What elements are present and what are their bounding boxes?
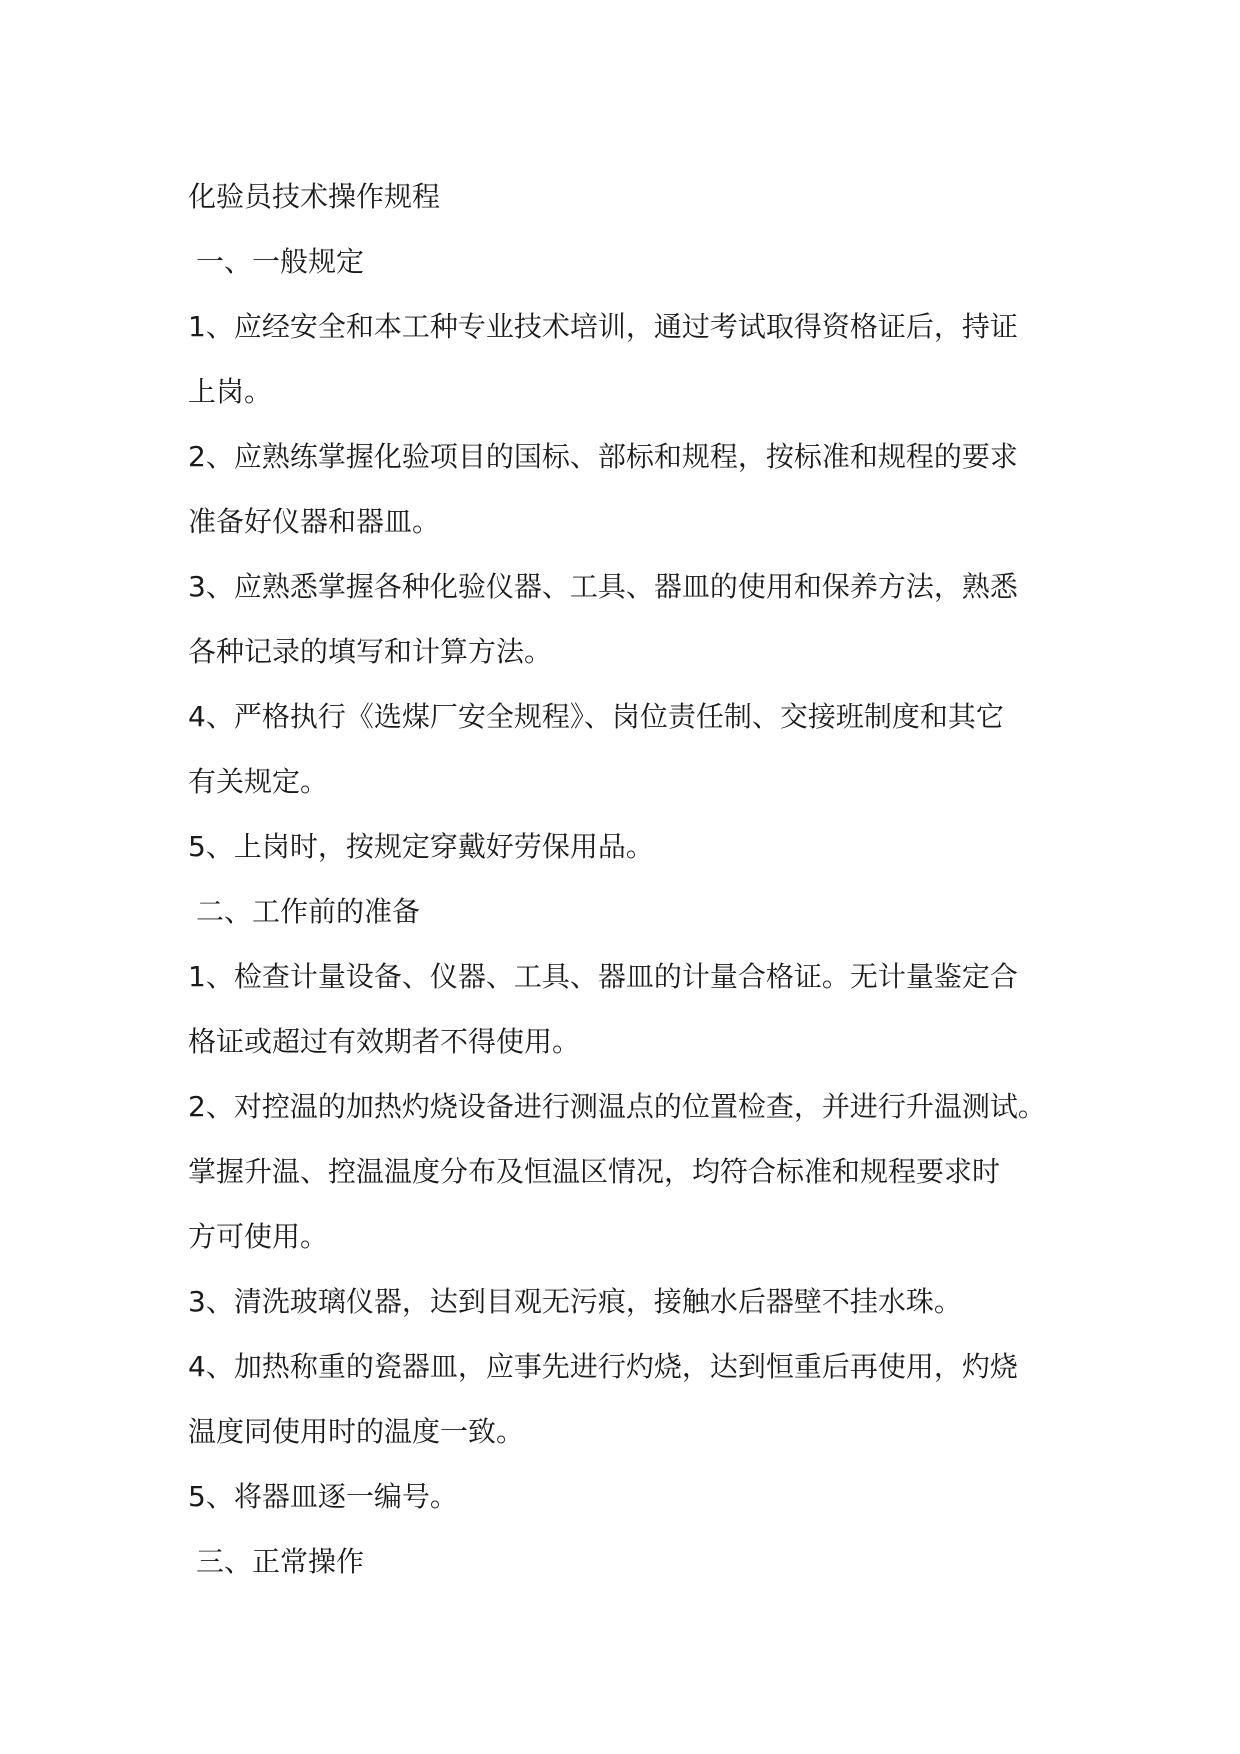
paragraph-line: 准备好仪器和器皿。 <box>188 505 441 538</box>
section-heading: 一、一般规定 <box>196 245 365 278</box>
paragraph-line: 5、上岗时，按规定穿戴好劳保用品。 <box>188 830 654 863</box>
paragraph-line: 3、清洗玻璃仪器，达到目观无污痕，接触水后器壁不挂水珠。 <box>188 1285 962 1318</box>
document-body <box>188 164 1068 1594</box>
paragraph-line: 上岗。 <box>188 375 273 408</box>
section-heading: 三、正常操作 <box>196 1545 365 1578</box>
paragraph-line: 方可使用。 <box>188 1220 329 1253</box>
paragraph-line: 4、严格执行《选煤厂安全规程》、岗位责任制、交接班制度和其它 <box>188 700 1004 733</box>
paragraph-line: 5、将器皿逐一编号。 <box>188 1480 458 1513</box>
document-title: 化验员技术操作规程 <box>188 180 441 213</box>
paragraph-line: 4、加热称重的瓷器皿，应事先进行灼烧，达到恒重后再使用，灼烧 <box>188 1350 1018 1383</box>
section-heading: 二、工作前的准备 <box>196 895 421 928</box>
paragraph-line: 有关规定。 <box>188 765 329 798</box>
paragraph-line: 2、应熟练掌握化验项目的国标、部标和规程，按标准和规程的要求 <box>188 440 1018 473</box>
paragraph-line: 各种记录的填写和计算方法。 <box>188 635 553 668</box>
paragraph-line: 3、应熟悉掌握各种化验仪器、工具、器皿的使用和保养方法，熟悉 <box>188 570 1018 603</box>
paragraph-line: 掌握升温、控温温度分布及恒温区情况，均符合标准和规程要求时 <box>188 1155 1001 1188</box>
paragraph-line: 1、应经安全和本工种专业技术培训，通过考试取得资格证后，持证 <box>188 310 1018 343</box>
paragraph-line: 2、对控温的加热灼烧设备进行测温点的位置检查，并进行升温测试。 <box>188 1090 1046 1123</box>
paragraph-line: 格证或超过有效期者不得使用。 <box>188 1025 581 1058</box>
paragraph-line: 1、检查计量设备、仪器、工具、器皿的计量合格证。无计量鉴定合 <box>188 960 1018 993</box>
paragraph-line: 温度同使用时的温度一致。 <box>188 1415 525 1448</box>
